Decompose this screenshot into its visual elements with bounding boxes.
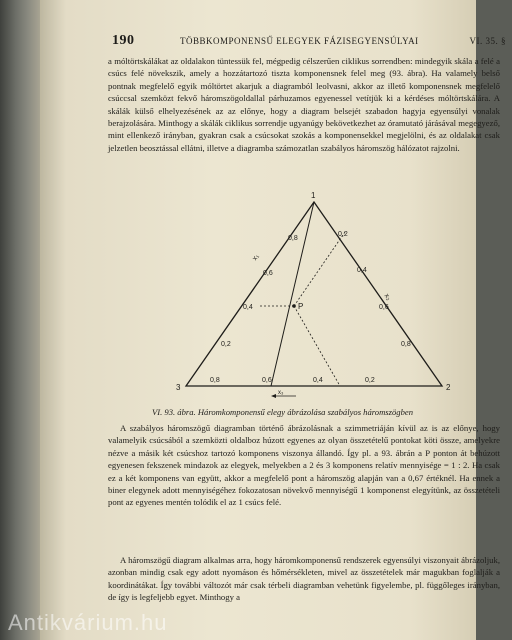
caption-text: Háromkomponensű elegy ábrázolása szabályos háromszögben <box>197 407 413 417</box>
left-tick-3: 0,4 <box>243 304 253 311</box>
right-tick-2: 0,4 <box>357 267 367 274</box>
vertex-label-top: 1 <box>311 191 316 200</box>
right-tick-1: 0,2 <box>338 231 348 238</box>
vertex-label-left: 3 <box>176 383 181 392</box>
left-axis-label: x₁ <box>251 253 261 262</box>
paragraph-3: A háromszögű diagram alkalmas arra, hogy háromkomponensű rendszerek egyensúlyi viszonyait ábrázoljuk, azonban mindig csak egy adott nyomáson és hőmérsékleten, mivel az összetételek már magukban foglalják a koordinátákat. Így további változót már csak térbeli diagramban vehetünk figyelembe, pl. függőleges irányban, de így is legfeljebb egyet. Minthogy a <box>108 555 500 603</box>
point-label-p: P <box>298 302 304 311</box>
ratio-line <box>271 202 314 386</box>
watermark: Antikvárium.hu <box>8 610 168 635</box>
left-tick-1: 0,8 <box>288 235 298 242</box>
left-tick-2: 0,6 <box>263 270 273 277</box>
ternary-diagram <box>160 190 470 400</box>
figure-caption <box>152 407 413 417</box>
left-tick-4: 0,2 <box>221 341 231 348</box>
triangle-outline <box>186 202 442 386</box>
paragraph-top: a móltörtskálákat az oldalakon tüntessük fel, mégpedig célszerűen ciklikus sorrendben: mindegyik skála a felé a csúcs felé növekszik, amely a hozzátartozó tiszta komponensnek felel meg (93. ábra). Ha valamely belső pontnak megfelelő egyik móltörtet akarjuk a diagramból leolvasni, akkor az illető komponensnek megfelelő csúccsal szemközt fekvő háromszögoldallal párhuzamos egyenessel vetítjük ki a kérdéses móltörtskálára. A skálák külső elhelyezésének az az előnye, hogy a diagram belsejét szabadon hagyja egyensúlyi vonalak berajzolására. Minthogy a skálák ciklikus sorrendje ugyanúgy bekövetkezhet az óramutató járásával megegyező, mint ellenkező irányban, gyakran csak a csúcsokat szokás a komponensekkel megjelölni, és az oldalakat csak jelzetlen beosztással ellátni, illetve a diagramba számozatlan szabályos háromszög hálózatot rajzolni. <box>108 56 500 153</box>
caption-prefix: VI. 93. ábra. <box>152 407 196 417</box>
book-page <box>40 0 506 640</box>
projection-line-x3 <box>294 306 340 386</box>
page-number: 190 <box>112 33 135 48</box>
right-tick-4: 0,8 <box>401 341 411 348</box>
chapter-reference: VI. 35. § <box>469 36 506 46</box>
right-tick-3: 0,6 <box>379 304 389 311</box>
bottom-tick-3: 0,4 <box>313 377 323 384</box>
bottom-tick-4: 0,2 <box>365 377 375 384</box>
projection-line-x2 <box>294 232 345 306</box>
x3-arrow-head <box>271 394 276 398</box>
right-axis-label: x₂ <box>382 292 392 302</box>
bottom-tick-2: 0,6 <box>262 377 272 384</box>
bottom-axis-label: x₃ <box>278 390 284 396</box>
vertex-label-right: 2 <box>446 383 451 392</box>
bottom-tick-1: 0,8 <box>210 377 220 384</box>
running-head: TÖBBKOMPONENSŰ ELEGYEK FÁZISEGYENSÚLYAI <box>180 36 419 46</box>
paragraph-2: A szabályos háromszögű diagramban történő ábrázolásnak a szimmetriáján kívül az is az előnye, hogy valamelyik csúcsából a szemközti oldalboz húzott egyenes az olyan összetételű pontokat köti össze, amelyekre nézve a másik két csúcshoz tartozó komponens viszonya állandó. Így pl. a 93. ábrán a P ponton át behúzott egyenesen fekszenek mindazok az elegyek, melyekben a 2 és 3 komponens relatív mennyisége = 1 : 2. Ha csak ez a két komponens van együtt, akkor a megfelelő pont a háromszög alapján van a 0,67 értéknél. Ha ennek a biner elegynek adott mennyiségéhez fokozatosan növekvő mennyiségű 1 komponenst elegyítünk, az összetételi pont az egyenes mentén tolódik el az 1 csúcs felé. <box>108 423 500 508</box>
point-p-marker <box>292 304 296 308</box>
book-gutter <box>0 0 40 640</box>
